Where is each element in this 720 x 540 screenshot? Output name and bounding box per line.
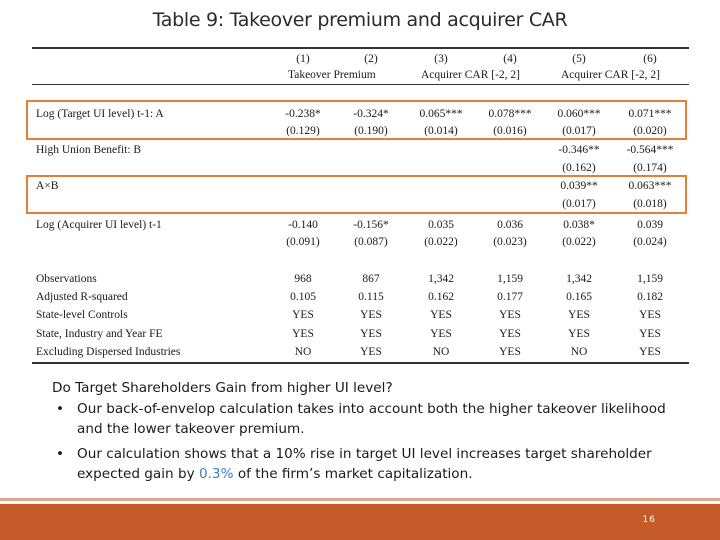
- row-label-target-ui: Log (Target UI level) t-1: A: [36, 108, 164, 120]
- stat-cell: 1,342: [428, 273, 454, 285]
- notes-block: [52, 378, 682, 485]
- table-header-rule: [32, 84, 689, 85]
- coef-cell: 0.060***: [557, 108, 601, 120]
- stat-label-state-controls: State-level Controls: [36, 309, 128, 321]
- col-number-1: (1): [296, 53, 310, 65]
- coef-cell: -0.140: [288, 219, 318, 231]
- coef-cell: 0.039**: [560, 180, 598, 192]
- stat-cell: NO: [432, 346, 450, 358]
- stat-cell: YES: [499, 328, 521, 340]
- bullet-text-2-end: of the firm’s market capitalization.: [233, 466, 473, 482]
- bullet-marker: •: [56, 400, 65, 417]
- group-header-takeover: Takeover Premium: [288, 69, 376, 81]
- table-bottom-rule: [32, 362, 689, 364]
- stat-label-observations: Observations: [36, 273, 97, 285]
- se-cell: (0.016): [493, 125, 527, 137]
- col-number-5: (5): [572, 53, 586, 65]
- stat-label-fixed-effects: State, Industry and Year FE: [36, 328, 163, 340]
- stat-cell: 1,159: [637, 273, 663, 285]
- se-cell: (0.014): [424, 125, 458, 137]
- stat-cell: YES: [639, 328, 661, 340]
- coef-cell: 0.036: [497, 219, 523, 231]
- col-number-4: (4): [503, 53, 517, 65]
- se-cell: (0.018): [633, 198, 667, 210]
- stat-cell: NO: [294, 346, 312, 358]
- stat-cell: 968: [294, 273, 312, 285]
- se-cell: (0.190): [354, 125, 388, 137]
- stat-cell: YES: [430, 309, 452, 321]
- stat-cell: NO: [570, 346, 588, 358]
- stat-cell: YES: [499, 346, 521, 358]
- se-cell: (0.022): [424, 236, 458, 248]
- stat-cell: YES: [360, 328, 382, 340]
- coef-cell: 0.071***: [628, 108, 672, 120]
- se-cell: (0.017): [562, 198, 596, 210]
- row-label-high-union-benefit: High Union Benefit: B: [36, 144, 142, 156]
- se-cell: (0.174): [633, 162, 667, 174]
- row-label-interaction: A×B: [36, 180, 59, 192]
- stat-cell: 0.177: [497, 291, 523, 303]
- stat-cell: 1,342: [566, 273, 592, 285]
- coef-cell: -0.346**: [558, 144, 600, 156]
- coef-cell: -0.156*: [353, 219, 389, 231]
- stat-cell: YES: [360, 346, 382, 358]
- coef-cell: 0.065***: [419, 108, 463, 120]
- stat-cell: 0.105: [290, 291, 316, 303]
- group-header-car-b: Acquirer CAR [-2, 2]: [561, 69, 661, 81]
- stat-label-adj-r2: Adjusted R-squared: [36, 291, 128, 303]
- bullet-item-2: [52, 444, 682, 485]
- bullet-text-1: Our back-of-envelop calculation takes into account both the higher takeover likelihood and the lower takeover premium.: [77, 400, 666, 437]
- coef-cell: 0.039: [637, 219, 663, 231]
- bullet-item-1: [52, 399, 682, 440]
- stat-cell: YES: [639, 346, 661, 358]
- stat-cell: YES: [360, 309, 382, 321]
- stat-cell: YES: [430, 328, 452, 340]
- se-cell: (0.020): [633, 125, 667, 137]
- stat-cell: YES: [499, 309, 521, 321]
- coef-cell: -0.238*: [285, 108, 321, 120]
- stat-cell: YES: [292, 309, 314, 321]
- se-cell: (0.022): [562, 236, 596, 248]
- se-cell: (0.091): [286, 236, 320, 248]
- row-label-acquirer-ui: Log (Acquirer UI level) t-1: [36, 219, 162, 231]
- stat-cell: 0.165: [566, 291, 592, 303]
- bullet-marker: •: [56, 445, 65, 462]
- coef-cell: 0.038*: [563, 219, 595, 231]
- coef-cell: 0.078***: [488, 108, 532, 120]
- col-number-3: (3): [434, 53, 448, 65]
- stat-cell: 0.182: [637, 291, 663, 303]
- coef-cell: -0.324*: [353, 108, 389, 120]
- stat-cell: 0.115: [358, 291, 384, 303]
- footer-bar: [0, 504, 720, 540]
- regression-table: [32, 47, 689, 364]
- footer-divider: [0, 498, 720, 501]
- stat-cell: 867: [362, 273, 380, 285]
- slide-title: Table 9: Takeover premium and acquirer CAR: [152, 9, 568, 31]
- page-number: 16: [642, 515, 656, 525]
- se-cell: (0.024): [633, 236, 667, 248]
- coef-cell: 0.063***: [628, 180, 672, 192]
- table-top-rule: [32, 47, 689, 49]
- se-cell: (0.129): [286, 125, 320, 137]
- stat-cell: YES: [639, 309, 661, 321]
- stat-cell: YES: [568, 328, 590, 340]
- se-cell: (0.162): [562, 162, 596, 174]
- col-number-2: (2): [364, 53, 378, 65]
- highlighted-percentage: 0.3%: [198, 466, 234, 482]
- se-cell: (0.017): [562, 125, 596, 137]
- stat-label-excluding-dispersed: Excluding Dispersed Industries: [36, 346, 181, 358]
- notes-heading: Do Target Shareholders Gain from higher UI level?: [52, 380, 393, 396]
- bullet-text-2-start: Our calculation shows that a 10% rise in target UI level increases target shareholder expected gain by: [77, 445, 652, 482]
- coef-cell: 0.035: [428, 219, 454, 231]
- bullet-text-2: [52, 444, 682, 485]
- se-cell: (0.087): [354, 236, 388, 248]
- stat-cell: 0.162: [428, 291, 454, 303]
- stat-cell: YES: [568, 309, 590, 321]
- stat-cell: 1,159: [497, 273, 523, 285]
- coef-cell: -0.564***: [626, 144, 674, 156]
- col-number-6: (6): [643, 53, 657, 65]
- stat-cell: YES: [292, 328, 314, 340]
- group-header-car-a: Acquirer CAR [-2, 2]: [421, 69, 521, 81]
- se-cell: (0.023): [493, 236, 527, 248]
